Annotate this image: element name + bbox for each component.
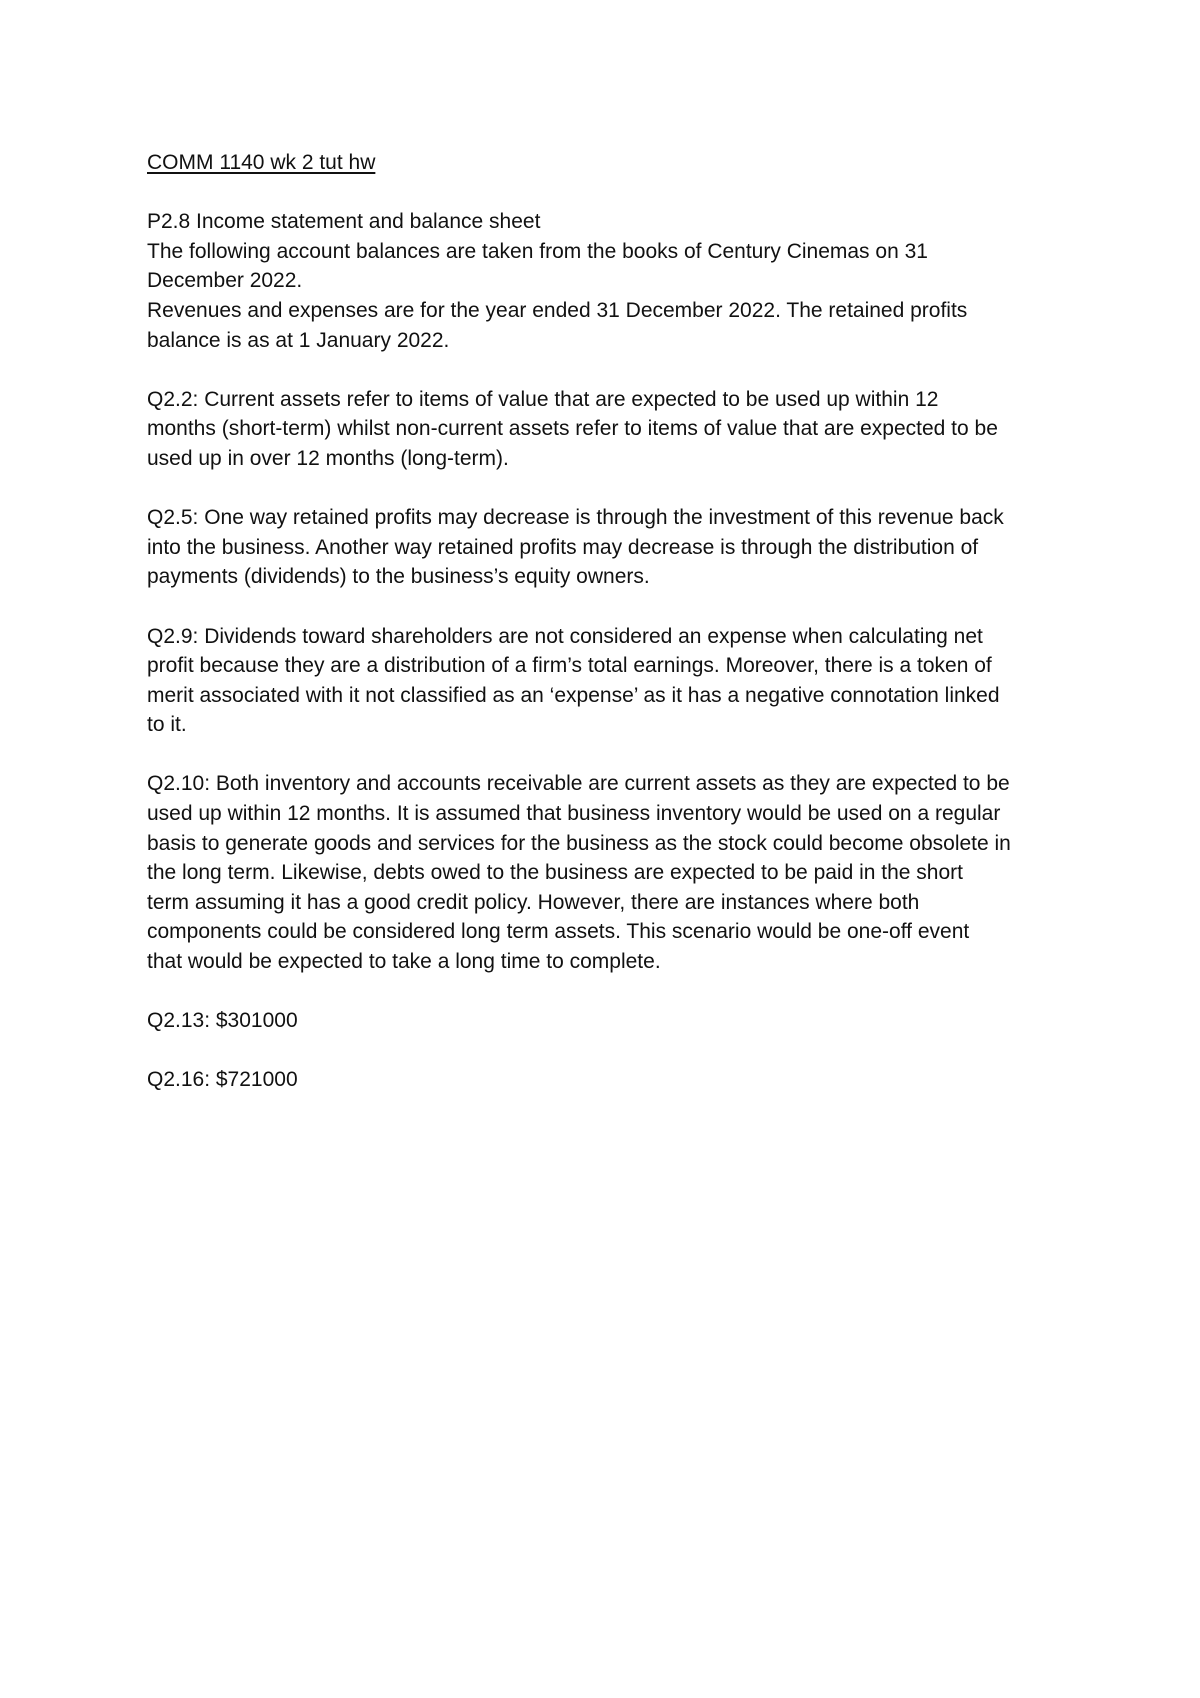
answer-line: the long term. Likewise, debts owed to the business are expected to be paid in the short [147, 861, 963, 885]
problem-heading: P2.8 Income statement and balance sheet [147, 210, 541, 234]
answer-line: payments (dividends) to the business’s equity owners. [147, 565, 650, 589]
problem-text-line: December 2022. [147, 269, 303, 293]
problem-text-line: balance is as at 1 January 2022. [147, 328, 450, 352]
answer-line: Q2.5: One way retained profits may decrease is through the investment of this revenue back [147, 506, 1004, 530]
answer-q2-10 [147, 769, 1077, 976]
problem-text-line: Revenues and expenses are for the year ended 31 December 2022. The retained profits [147, 298, 968, 322]
answer-line: used up within 12 months. It is assumed that business inventory would be used on a regular [147, 802, 1001, 826]
answer-line: term assuming it has a good credit policy. However, there are instances where both [147, 890, 920, 914]
answer-q2-2 [147, 385, 1077, 474]
answer-line: Q2.10: Both inventory and accounts receivable are current assets as they are expected to be [147, 772, 1010, 796]
document-title: COMM 1140 wk 2 tut hw [147, 151, 376, 174]
problem-section [147, 207, 1077, 355]
answer-line: used up in over 12 months (long-term). [147, 446, 509, 470]
answer-line: months (short-term) whilst non-current assets refer to items of value that are expected to be [147, 417, 998, 441]
problem-text-line: The following account balances are taken from the books of Century Cinemas on 31 [147, 239, 928, 263]
document-content [147, 148, 1077, 1125]
answer-line: Q2.2: Current assets refer to items of value that are expected to be used up within 12 [147, 387, 939, 411]
answer-q2-5 [147, 503, 1077, 592]
answer-line: to it. [147, 713, 187, 737]
answer-line: Q2.13: $301000 [147, 1009, 298, 1033]
answer-line: basis to generate goods and services for the business as the stock could become obsolete in [147, 831, 1011, 855]
answer-line: profit because they are a distribution of a firm’s total earnings. Moreover, there is a token of [147, 654, 992, 678]
answer-q2-16 [147, 1065, 1077, 1095]
answer-line: into the business. Another way retained profits may decrease is through the distribution of [147, 535, 979, 559]
answer-line: components could be considered long term assets. This scenario would be one-off event [147, 920, 970, 944]
answer-line: merit associated with it not classified as an ‘expense’ as it has a negative connotation linked [147, 683, 1000, 707]
answer-line: Q2.9: Dividends toward shareholders are not considered an expense when calculating net [147, 624, 983, 648]
answer-line: that would be expected to take a long time to complete. [147, 950, 661, 974]
answer-q2-13 [147, 1006, 1077, 1036]
answer-line: Q2.16: $721000 [147, 1068, 298, 1092]
answer-q2-9 [147, 622, 1077, 740]
